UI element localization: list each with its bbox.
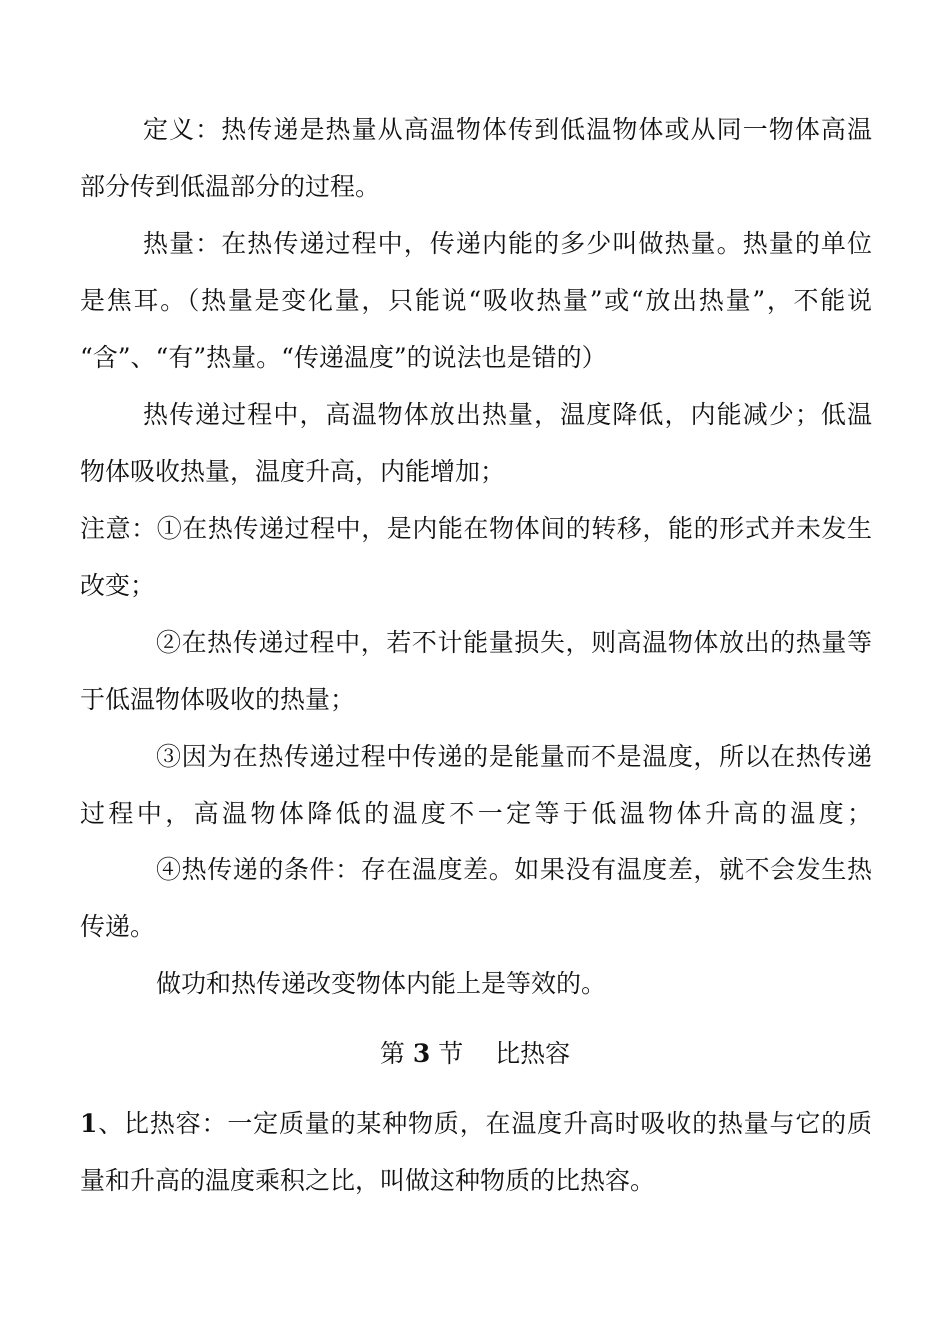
paragraph-process-line-2: 物体吸收热量，温度升高，内能增加； <box>80 457 506 486</box>
item-1-line-1 <box>80 1107 872 1141</box>
note-4-line-1: ④热传递的条件：存在温度差。如果没有温度差，就不会发生热 <box>156 855 872 884</box>
paragraph-equivalence: 做功和热传递改变物体内能上是等效的。 <box>156 969 607 998</box>
section-heading <box>0 1037 950 1071</box>
paragraph-heat-line-2: 是焦耳。（热量是变化量，只能说“吸收热量”或“放出热量”，不能说 <box>80 286 872 315</box>
paragraph-process-line-1: 热传递过程中，高温物体放出热量，温度降低，内能减少；低温 <box>143 400 872 429</box>
note-line-2: 改变； <box>80 571 156 600</box>
item-1-text: 、比热容：一定质量的某种物质，在温度升高时吸收的热量与它的质 <box>97 1109 872 1138</box>
item-1-number: 1 <box>80 1109 98 1138</box>
paragraph-definition-line-1: 定义：热传递是热量从高温物体传到低温物体或从同一物体高温 <box>143 115 872 144</box>
note-4-line-2: 传递。 <box>80 912 156 941</box>
note-3-line-1: ③因为在热传递过程中传递的是能量而不是温度，所以在热传递 <box>156 742 872 771</box>
note-2-line-2: 于低温物体吸收的热量； <box>80 685 356 714</box>
section-prefix: 第 <box>379 1039 405 1068</box>
note-line-1: 注意：①在热传递过程中，是内能在物体间的转移，能的形式并未发生 <box>80 514 872 543</box>
section-title: 比热容 <box>495 1039 571 1068</box>
section-suffix: 节 <box>438 1039 464 1068</box>
item-1-line-2: 量和升高的温度乘积之比，叫做这种物质的比热容。 <box>80 1166 656 1195</box>
section-number: 3 <box>412 1039 431 1068</box>
paragraph-heat-line-1: 热量：在热传递过程中，传递内能的多少叫做热量。热量的单位 <box>143 229 872 258</box>
paragraph-definition-line-2: 部分传到低温部分的过程。 <box>80 172 381 201</box>
note-2-line-1: ②在热传递过程中，若不计能量损失，则高温物体放出的热量等 <box>156 628 872 657</box>
paragraph-heat-line-3: “含”、“有”热量。“传递温度”的说法也是错的） <box>80 343 607 372</box>
note-3-line-2: 过程中，高温物体降低的温度不一定等于低温物体升高的温度； <box>80 799 872 828</box>
